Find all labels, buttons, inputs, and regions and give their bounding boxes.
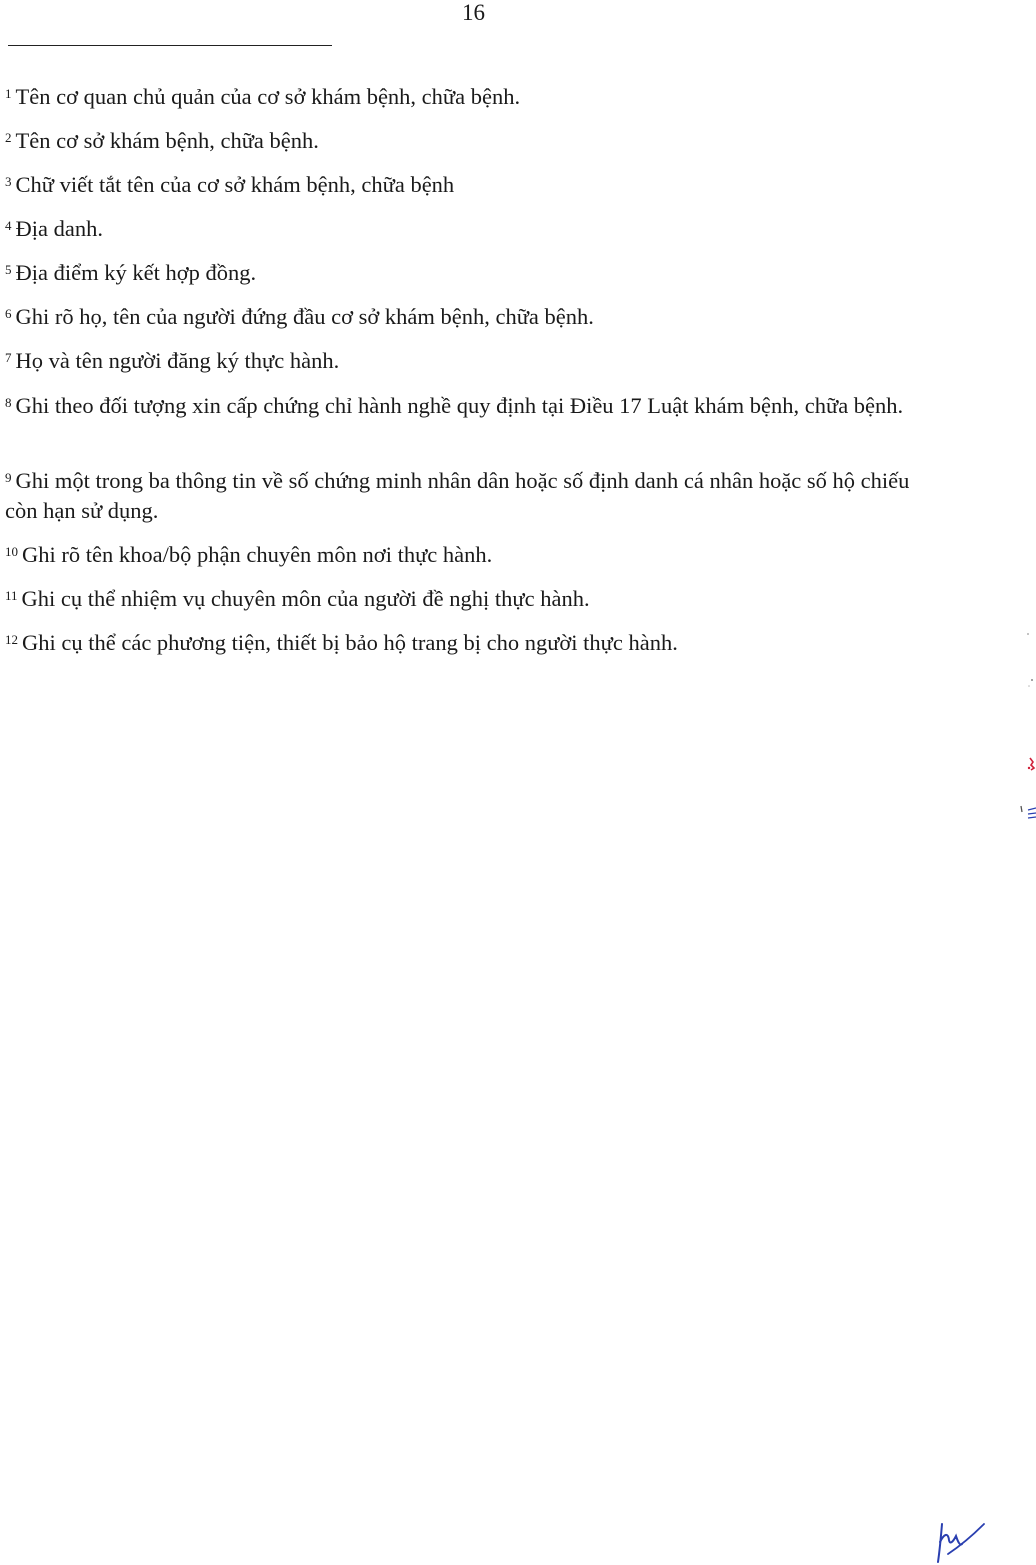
footnote-item bbox=[5, 540, 492, 570]
footnote-text: Ghi cụ thể các phương tiện, thiết bị bảo hộ trang bị cho người thực hành. bbox=[22, 630, 678, 655]
footnote-item bbox=[5, 391, 903, 421]
footnote-number: 5 bbox=[5, 262, 12, 277]
footnote-item bbox=[5, 126, 319, 156]
footnote-number: 2 bbox=[5, 130, 12, 145]
signature-initials bbox=[928, 1518, 988, 1564]
footnote-item bbox=[5, 346, 339, 376]
footnote-text: Tên cơ quan chủ quản của cơ sở khám bệnh, chữa bệnh. bbox=[15, 84, 521, 109]
footnote-item bbox=[5, 628, 678, 658]
footnote-number: 6 bbox=[5, 306, 12, 321]
footnote-text: Ghi rõ tên khoa/bộ phận chuyên môn nơi thực hành. bbox=[22, 542, 493, 567]
footnote-item bbox=[5, 170, 454, 200]
footnote-text: Ghi cụ thể nhiệm vụ chuyên môn của người đề nghị thực hành. bbox=[21, 586, 590, 611]
footnote-text: Tên cơ sở khám bệnh, chữa bệnh. bbox=[15, 128, 319, 153]
footnote-number: 12 bbox=[5, 632, 18, 647]
footnote-item bbox=[5, 258, 256, 288]
footnote-item bbox=[5, 466, 920, 526]
footnote-separator bbox=[8, 45, 332, 46]
footnote-number: 4 bbox=[5, 218, 12, 233]
footnote-number: 3 bbox=[5, 174, 12, 189]
footnote-item bbox=[5, 302, 594, 332]
footnote-item bbox=[5, 82, 520, 112]
footnote-text: Ghi một trong ba thông tin về số chứng minh nhân dân hoặc số định danh cá nhân hoặc số hộ chiếu còn hạn sử dụng. bbox=[5, 468, 910, 523]
footnote-text: Chữ viết tắt tên của cơ sở khám bệnh, chữa bệnh bbox=[15, 172, 455, 197]
footnote-text: Ghi rõ họ, tên của người đứng đầu cơ sở khám bệnh, chữa bệnh. bbox=[15, 304, 594, 329]
footnote-text: Họ và tên người đăng ký thực hành. bbox=[15, 348, 340, 373]
footnote-text: Ghi theo đối tượng xin cấp chứng chỉ hành nghề quy định tại Điều 17 Luật khám bệnh, chữa bệnh. bbox=[15, 393, 904, 418]
footnote-number: 9 bbox=[5, 470, 12, 485]
footnote-item bbox=[5, 214, 103, 244]
footnote-item bbox=[5, 584, 590, 614]
footnote-text: Địa danh. bbox=[15, 216, 103, 241]
footnote-number: 8 bbox=[5, 395, 12, 410]
footnote-number: 10 bbox=[5, 544, 18, 559]
footnote-number: 1 bbox=[5, 86, 12, 101]
footnote-number: 11 bbox=[5, 588, 18, 603]
page-number: 16 bbox=[462, 0, 485, 25]
footnote-number: 7 bbox=[5, 350, 12, 365]
footnote-text: Địa điểm ký kết hợp đồng. bbox=[15, 260, 257, 285]
stamp-edge-marks bbox=[1016, 620, 1036, 840]
